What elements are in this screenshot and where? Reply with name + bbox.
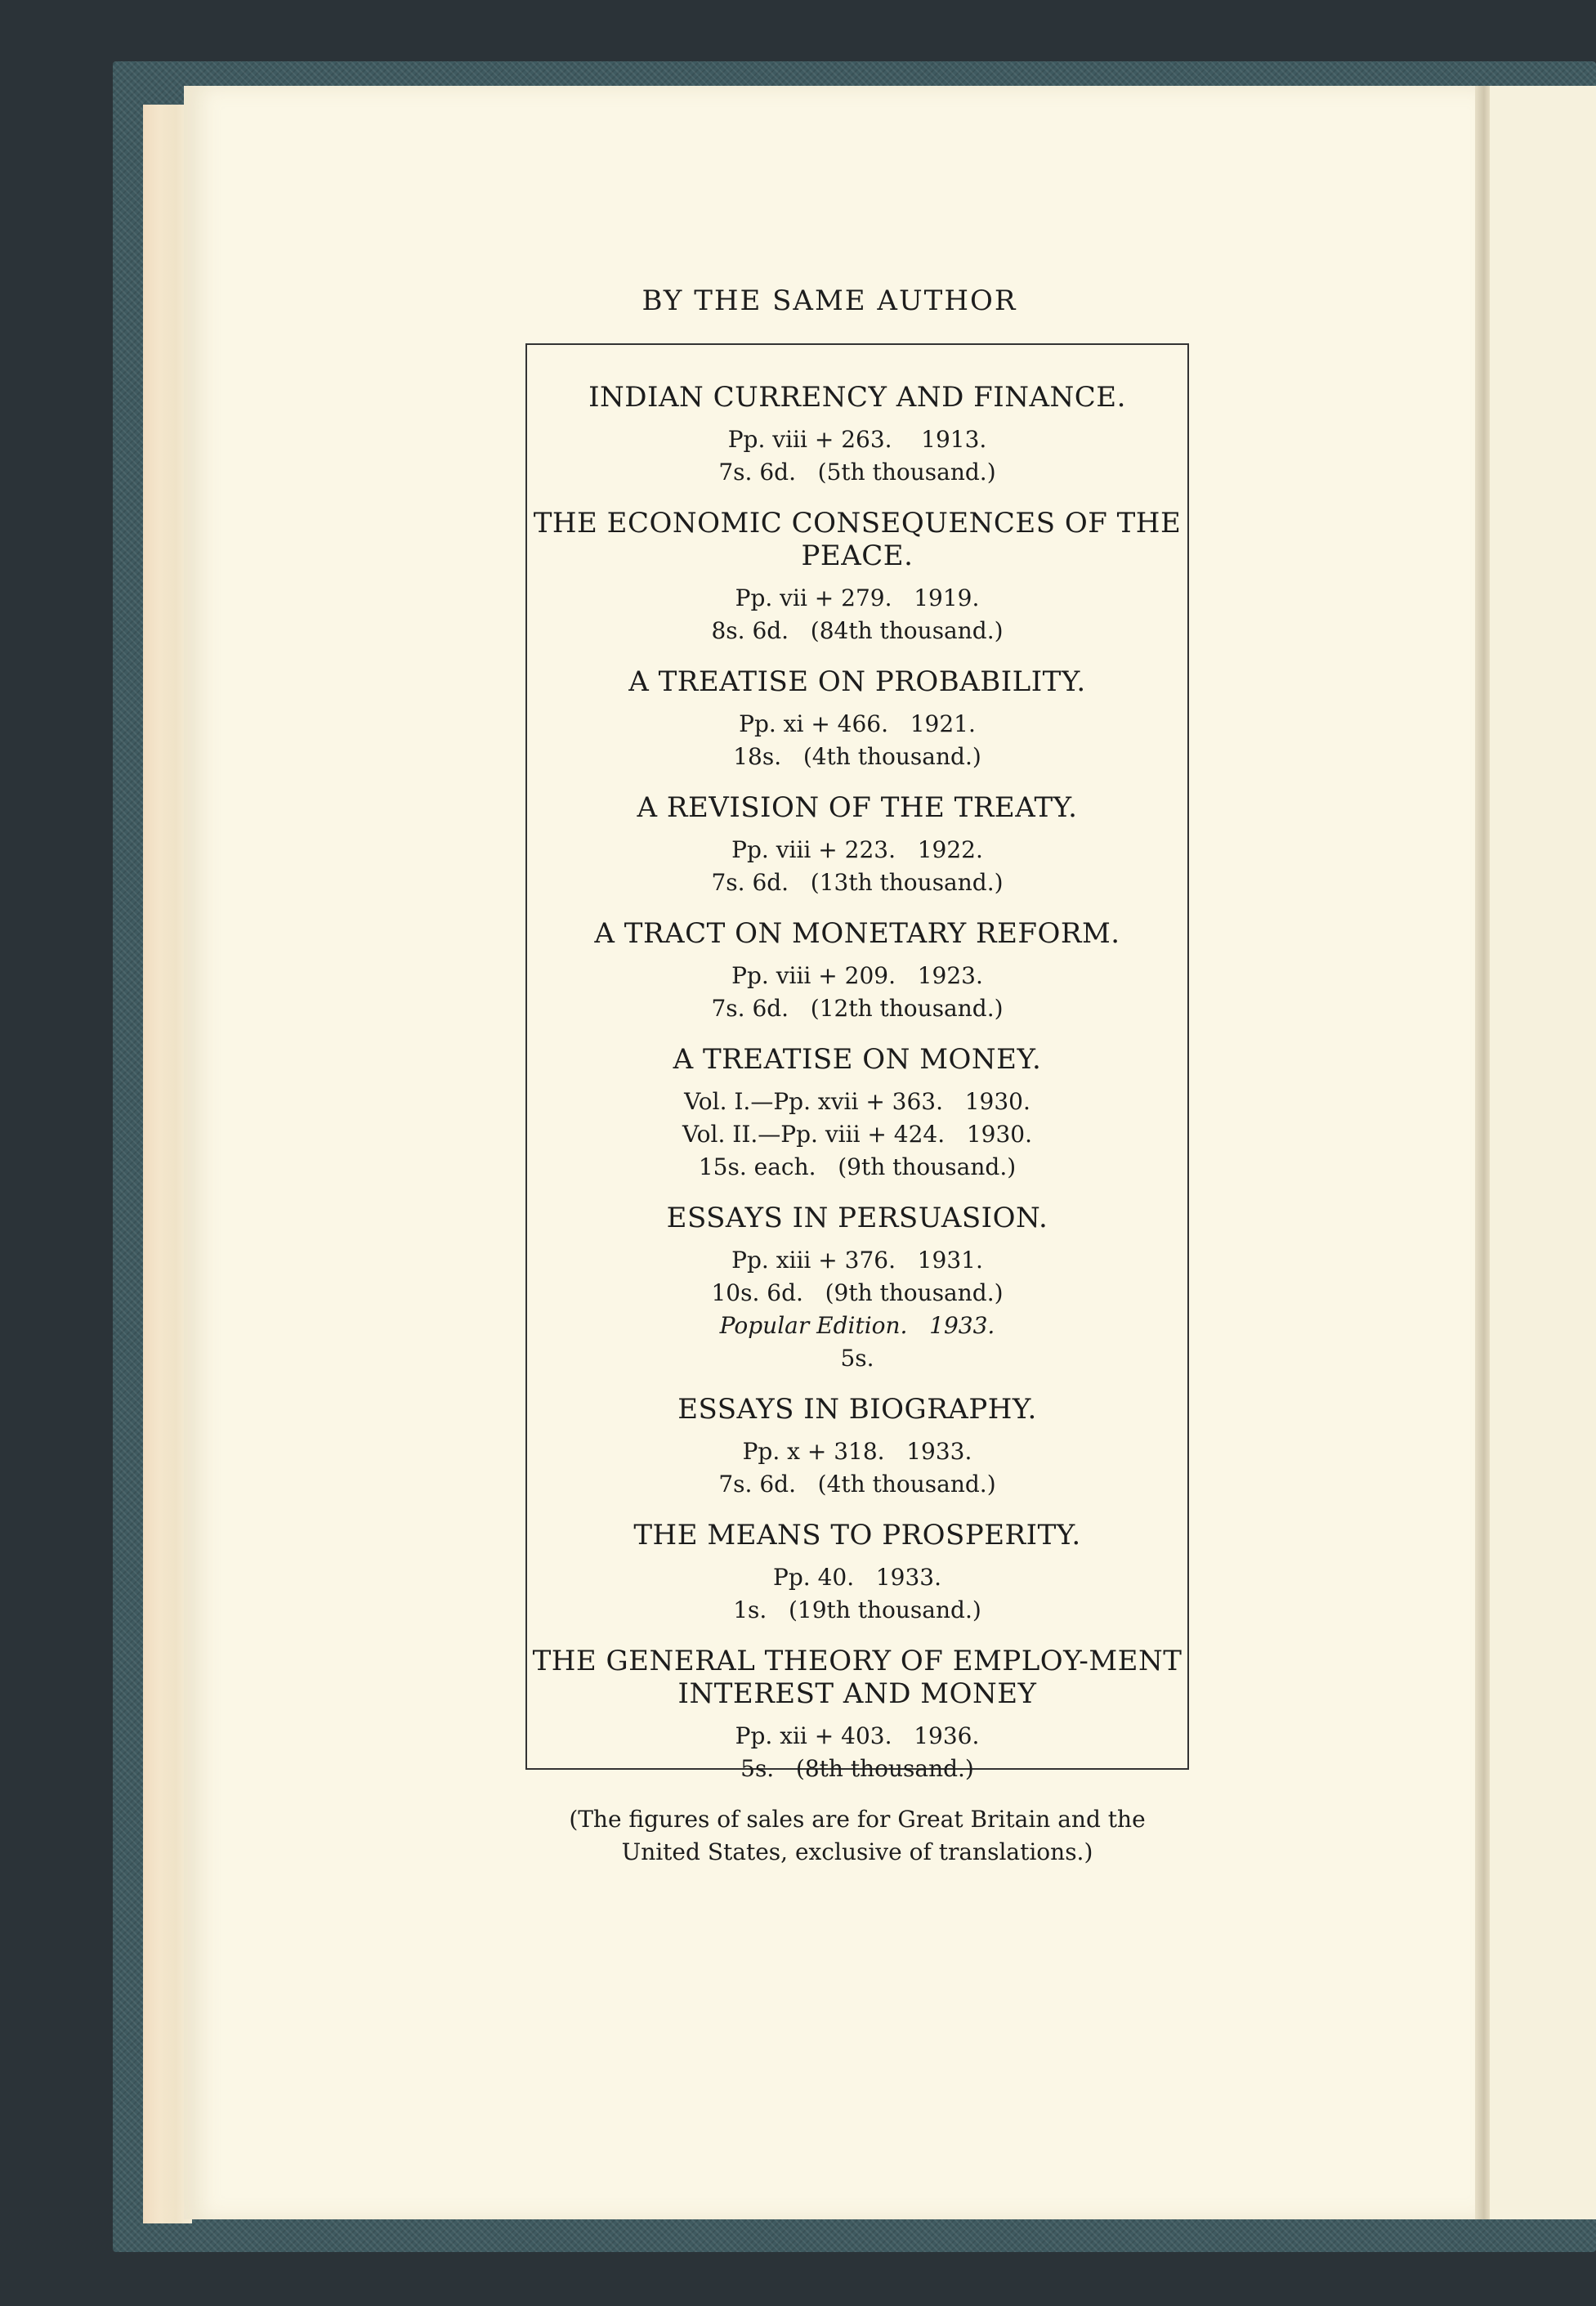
book-detail: 7s. 6d. (5th thousand.) [718, 459, 996, 486]
book-entry [527, 791, 1187, 899]
book-detail: Vol. I.—Pp. xvii + 363. 1930. [684, 1088, 1030, 1115]
sales-footnote: (The figures of sales are for Great Britain and the United States, exclusive of translations.) [569, 1806, 1146, 1865]
page-heading: BY THE SAME AUTHOR [642, 284, 1017, 317]
book-title: ESSAYS IN BIOGRAPHY. [677, 1393, 1037, 1426]
book-detail: Pp. xiii + 376. 1931. [731, 1247, 983, 1274]
facing-page [1490, 86, 1596, 2219]
book-detail: 18s. (4th thousand.) [733, 743, 981, 770]
book-entry [527, 917, 1187, 1025]
book-detail: 7s. 6d. (12th thousand.) [711, 995, 1004, 1022]
book-title: ESSAYS IN PERSUASION. [666, 1202, 1048, 1234]
book-detail: Pp. xii + 403. 1936. [735, 1722, 980, 1749]
book-entry [527, 1393, 1187, 1501]
book-list-box [525, 343, 1189, 1865]
book-detail: Popular Edition. 1933. [719, 1312, 995, 1339]
book-detail: 1s. (19th thousand.) [733, 1596, 981, 1623]
book-detail: Pp. viii + 223. 1922. [731, 836, 983, 863]
book-entry [527, 1202, 1187, 1375]
book-detail: 8s. 6d. (84th thousand.) [711, 617, 1004, 644]
book-title: INDIAN CURRENCY AND FINANCE. [588, 381, 1126, 414]
book-detail: 5s. [840, 1345, 874, 1372]
book-detail: Pp. vii + 279. 1919. [735, 584, 980, 611]
book-entry [527, 665, 1187, 773]
book-title: A TREATISE ON MONEY. [673, 1043, 1042, 1076]
book-detail: Pp. x + 318. 1933. [742, 1438, 972, 1465]
book-entry [527, 1043, 1187, 1184]
book-entry [527, 381, 1187, 489]
book-detail: 15s. each. (9th thousand.) [698, 1153, 1017, 1180]
book-detail: 5s. (8th thousand.) [740, 1755, 974, 1782]
book-detail: Pp. 40. 1933. [773, 1564, 941, 1591]
book-title: THE ECONOMIC CONSEQUENCES OF THE PEACE. [533, 507, 1182, 572]
book-detail: Pp. xi + 466. 1921. [739, 710, 976, 737]
book-detail: 7s. 6d. (13th thousand.) [711, 869, 1004, 896]
book-detail: 10s. 6d. (9th thousand.) [711, 1279, 1004, 1306]
book-detail: Vol. II.—Pp. viii + 424. 1930. [682, 1121, 1032, 1148]
book-title: A REVISION OF THE TREATY. [637, 791, 1078, 824]
book-title: A TRACT ON MONETARY REFORM. [594, 917, 1120, 950]
book-detail: Pp. viii + 263. 1913. [727, 426, 987, 453]
book-entry [527, 1645, 1187, 1785]
book-entry [527, 507, 1187, 647]
book-title: THE MEANS TO PROSPERITY. [633, 1519, 1081, 1552]
book-detail: Pp. viii + 209. 1923. [731, 962, 983, 989]
book-title: A TREATISE ON PROBABILITY. [628, 665, 1086, 698]
book-entry [527, 1519, 1187, 1627]
book-gutter [1475, 86, 1490, 2219]
book-title: THE GENERAL THEORY OF EMPLOY-MENT INTEREST AND MONEY [532, 1645, 1182, 1710]
book-detail: 7s. 6d. (4th thousand.) [718, 1471, 996, 1498]
